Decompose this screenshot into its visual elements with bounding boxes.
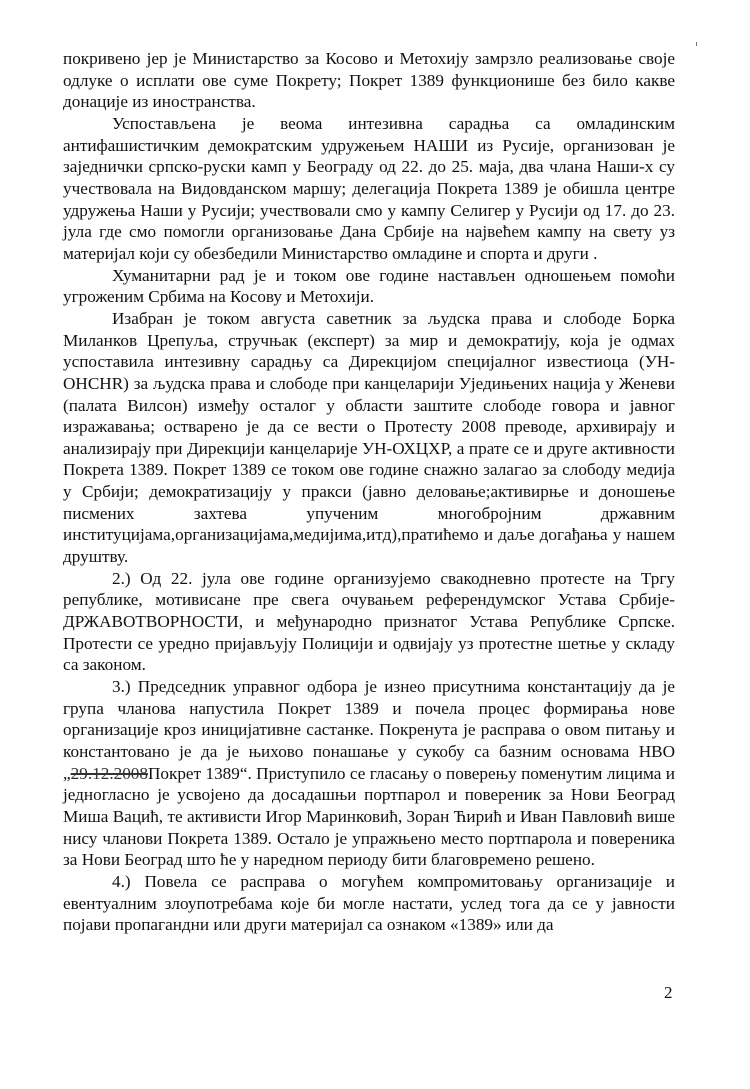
scan-speck <box>696 42 697 46</box>
paragraph-item-3-members <box>63 676 675 871</box>
page-number: 2 <box>664 983 673 1002</box>
paragraph-human-rights-advisor: Изабран је током августа саветник за људска права и слободе Борка Миланков Црепуља, стручњак (експерт) за мир и демократију, која је одмах успоставила интезивну сарадњу са Дирекцијом специјалног известиоца (УН-OHCHR) за људска права и слободе при канцеларији Уједињених нација у Женеви (палата Вилсон) између осталог у области заштите слободе говора и јавног изражавања; остварено је да се вести о Протесту 2008 преводе, архивирају и анализирају при Дирекцији канцеларије УН-ОХЦХР, а прате се и друге активности Покрета 1389. Покрет 1389 се током ове године снажно залагао за слободу медија у Србији; демократизацију у пракси (јавно деловање;активирње и доношење писмених захтева упученим многобројним државним институцијама,организацијама,медијима,итд),пратићемо и даље догађања у нашем друштву. <box>63 308 675 567</box>
struck-date: 29.12.2008 <box>70 763 148 783</box>
paragraph-item-4-compromise: 4.) Повела се расправа о могућем компромитовању организације и евентуалним злоупотребама које би могле настати, услед тога да се у јавности појави пропагандни или други материјал са ознаком «1389» или да <box>63 871 675 935</box>
item-3-text-before: 3.) Председник управног одбора је изнео присутнима константацију да је група чланова напустила Покрет 1389 и почела процес формирања нове организације кроз иницијативне састанке. Покренута је расправа о овом питању и константовано је да је њихово понашање у сукобу са базним основама НВО „ <box>63 677 675 783</box>
paragraph-item-2-protests: 2.) Од 22. јула ове године организујемо свакодневно протесте на Тргу републике, мотивисане пре свега очувањем референдумског Устава Србије-ДРЖАВОТВОРНОСТИ, и међународно признатог Устава Републике Српске. Протести се уредно пријављују Полицији и одвијају уз протестне шетње у складу са законом. <box>63 568 675 675</box>
item-3-text-after: Покрет 1389“. Приступило се гласању о поверењу поменутим лицима и једногласно је усвојено да досадашњи портпарол и повереник за Нови Београд Миша Вацић, те активисти Игор Маринковић, Зоран Ћирић и Иван Павловић више нису чланови Покрета 1389. Остало је упражњено место портпарола и повереника за Нови Београд што ће у наредном периоду бити благовремено решено. <box>63 763 675 870</box>
document-page <box>63 48 675 936</box>
paragraph-continuation: покривено јер је Министарство за Косово и Метохију замрзло реализовање своје одлуке о исплати ове суме Покрету; Покрет 1389 функционише без било какве донације из иностранства. <box>63 49 675 112</box>
paragraph-humanitarian-work: Хуманитарни рад је и током ове године настављен одношењем помоћи угроженим Србима на Косову и Метохији. <box>63 265 675 307</box>
paragraph-nashi-cooperation: Успостављена је веома интезивна сарадња са омладинским антифашистичким демократским удружењем НАШИ из Русије, организован је заједнички српско-руски камп у Београду од 22. до 25. маја, два члана Наши-х су учествовала на Видовданском маршу; делегација Покрета 1389 је обишла центре удружења Наши у Русији; учествовали смо у кампу Селигер у Русији од 17. до 23. јула где смо помогли организовање Дана Србије на највећем кампу на свету уз материјал који су обезбедили Министарство омладине и спорта и други . <box>63 113 675 263</box>
